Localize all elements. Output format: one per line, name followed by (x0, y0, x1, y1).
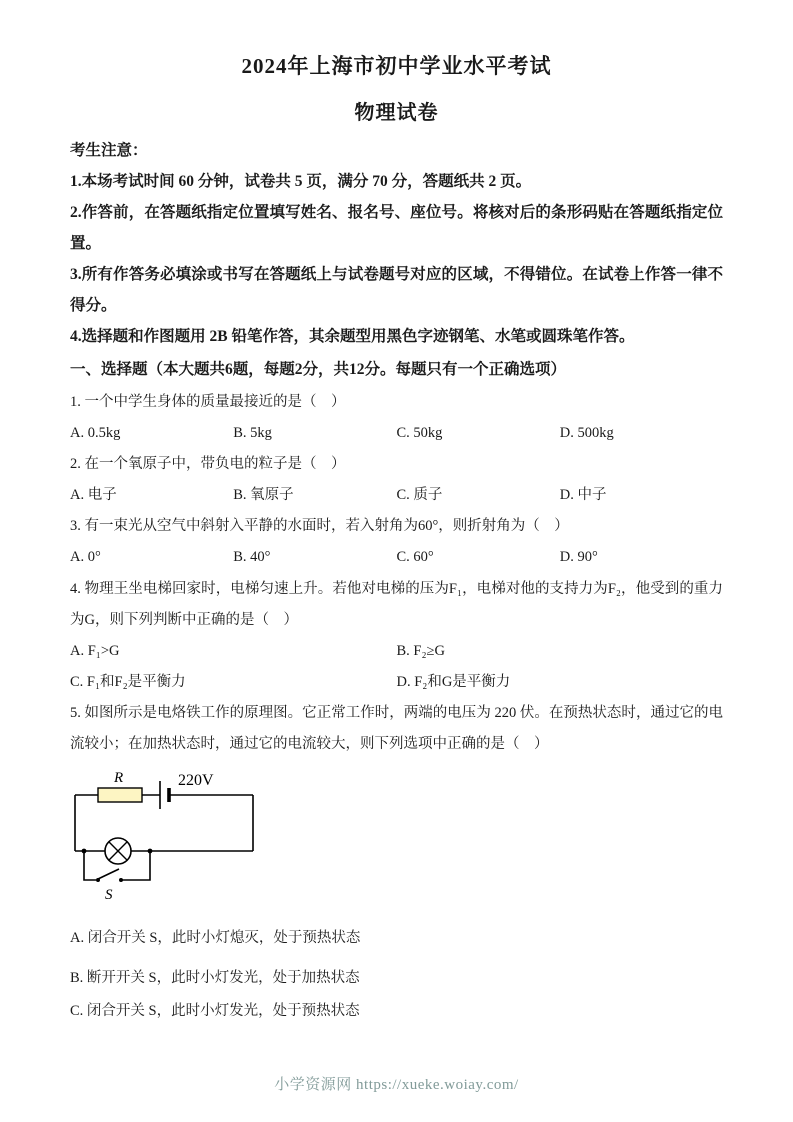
candidate-notice (70, 135, 723, 352)
question-options (70, 636, 723, 698)
resistor-label: R (114, 769, 124, 786)
option-d: D. 90° (559, 549, 598, 566)
section-title: 一、选择题（本大题共6题，每题2分，共12分。每题只有一个正确选项） (70, 361, 567, 378)
circuit-diagram (70, 767, 270, 909)
notice-heading: 考生注意： (70, 142, 148, 159)
question-2 (70, 449, 723, 511)
option-a: A. 电子 (70, 487, 117, 504)
question-stem: 1. 一个中学生身体的质量最接近的是（ ） (70, 393, 346, 410)
option-a: A. 闭合开关 S，此时小灯熄灭，处于预热状态 (70, 929, 361, 946)
option-c: C. 闭合开关 S，此时小灯发光，处于预热状态 (70, 1003, 360, 1020)
option-a: A. 0° (70, 549, 101, 566)
switch-label: S (105, 886, 113, 903)
question-options (70, 922, 723, 1029)
notice-item-2: 2.作答前，在答题纸指定位置填写姓名、报名号、座位号。将核对后的条形码贴在答题纸指定位置。 (70, 204, 723, 252)
option-b: B. F₂≥G (396, 642, 445, 659)
question-stem: 5. 如图所示是电烙铁工作的原理图。它正常工作时，两端的电压为 220 伏。在预热状态时，通过它的电流较小；在加热状态时，通过它的电流较大，则下列选项中正确的是（ ） (70, 705, 723, 753)
footer-text: 小学资源网 https://xueke.woiay.com/ (274, 1077, 519, 1093)
option-a: A. F₁>G (70, 642, 120, 659)
lamp (105, 838, 131, 864)
option-b: B. 氧原子 (233, 487, 294, 504)
notice-item-3: 3.所有作答务必填涂或书写在答题纸上与试卷题号对应的区域，不得错位。在试卷上作答一律不得分。 (70, 266, 723, 314)
question-3 (70, 511, 723, 573)
question-stem: 3. 有一束光从空气中斜射入平静的水面时，若入射角为60°，则折射角为（ ） (70, 518, 569, 535)
battery (160, 781, 169, 809)
resistor (98, 788, 142, 802)
option-c: C. 50kg (396, 424, 443, 441)
question-stem: 2. 在一个氧原子中，带负电的粒子是（ ） (70, 455, 346, 472)
wire (84, 851, 96, 880)
option-b: B. 40° (233, 549, 271, 566)
question-options (70, 542, 723, 573)
option-d: D. 500kg (559, 424, 614, 441)
question-5 (70, 698, 723, 1028)
page-footer (0, 1073, 793, 1094)
question-options (70, 418, 723, 449)
option-c: C. 60° (396, 549, 434, 566)
option-c: C. F₁和F₂是平衡力 (70, 674, 186, 691)
option-d: D. 中子 (559, 487, 607, 504)
question-1 (70, 387, 723, 449)
notice-item-4: 4.选择题和作图题用 2B 铅笔作答，其余题型用黑色字迹钢笔、水笔或圆珠笔作答。 (70, 328, 635, 345)
option-d: D. F₂和G是平衡力 (396, 674, 511, 691)
question-stem: 4. 物理王坐电梯回家时，电梯匀速上升。若他对电梯的压为F₁，电梯对他的支持力为F₂，他受到的重力为G，则下列判断中正确的是（ ） (70, 580, 723, 628)
exam-subtitle: 物理试卷 (354, 102, 439, 124)
option-a: A. 0.5kg (70, 424, 121, 441)
voltage-label: 220V (178, 771, 214, 789)
question-options (70, 480, 723, 511)
switch (96, 869, 123, 882)
notice-item-1: 1.本场考试时间 60 分钟，试卷共 5 页，满分 70 分，答题纸共 2 页。 (70, 173, 532, 190)
option-c: C. 质子 (396, 487, 443, 504)
option-b: B. 5kg (233, 424, 272, 441)
question-4 (70, 574, 723, 699)
exam-title: 2024年上海市初中学业水平考试 (241, 54, 552, 78)
option-b: B. 断开开关 S，此时小灯发光，处于加热状态 (70, 969, 360, 986)
circuit-figure (70, 767, 723, 914)
